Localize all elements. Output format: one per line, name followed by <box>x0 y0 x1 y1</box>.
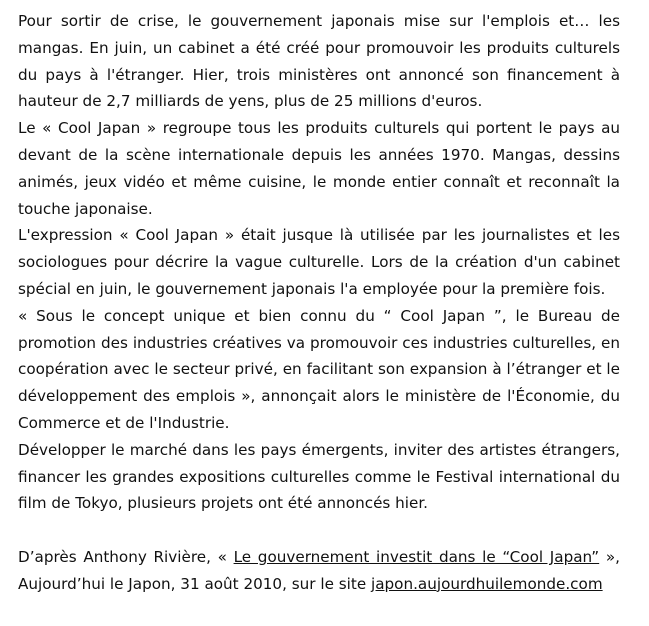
source-prefix: D’après Anthony Rivière, « <box>18 547 234 566</box>
site-link[interactable]: japon.aujourdhuilemonde.com <box>371 574 603 593</box>
source-citation <box>18 544 620 598</box>
paragraph-4: « Sous le concept unique et bien connu du “ Cool Japan ”, le Bureau de promotion des industries créatives va promouvoir ces industries culturelles, en coopération avec le secteur privé, en facilitant son expansion à l’étranger et le développement des emplois », annonçait alors le ministère de l'Économie, du Commerce et de l'Industrie. <box>18 306 620 432</box>
blank-line <box>18 517 620 544</box>
paragraph-5: Développer le marché dans les pays émergents, inviter des artistes étrangers, financer les grandes expositions culturelles comme le Festival international du film de Tokyo, plusieurs projets ont été annoncés hier. <box>18 440 620 513</box>
article-body <box>18 8 620 598</box>
source-middle: », Aujourd’hui le Japon, 31 août 2010, sur le site <box>18 547 620 593</box>
paragraph-1: Pour sortir de crise, le gouvernement japonais mise sur l'emplois et… les mangas. En juin, un cabinet a été créé pour promouvoir les produits culturels du pays à l'étranger. Hier, trois ministères ont annoncé son financement à hauteur de 2,7 milliards de yens, plus de 25 millions d'euros. <box>18 12 620 111</box>
paragraph-2: Le « Cool Japan » regroupe tous les produits culturels qui portent le pays au devant de la scène internationale depuis les années 1970. Mangas, dessins animés, jeux vidéo et même cuisine, le monde entier connaît et reconnaît la touche japonaise. <box>18 119 620 218</box>
article-title-link[interactable]: Le gouvernement investit dans le “Cool Japan” <box>233 547 600 566</box>
paragraph-3: L'expression « Cool Japan » était jusque là utilisée par les journalistes et les sociologues pour décrire la vague culturelle. Lors de la création d'un cabinet spécial en juin, le gouvernement japonais l'a employée pour la première fois. <box>18 226 620 298</box>
